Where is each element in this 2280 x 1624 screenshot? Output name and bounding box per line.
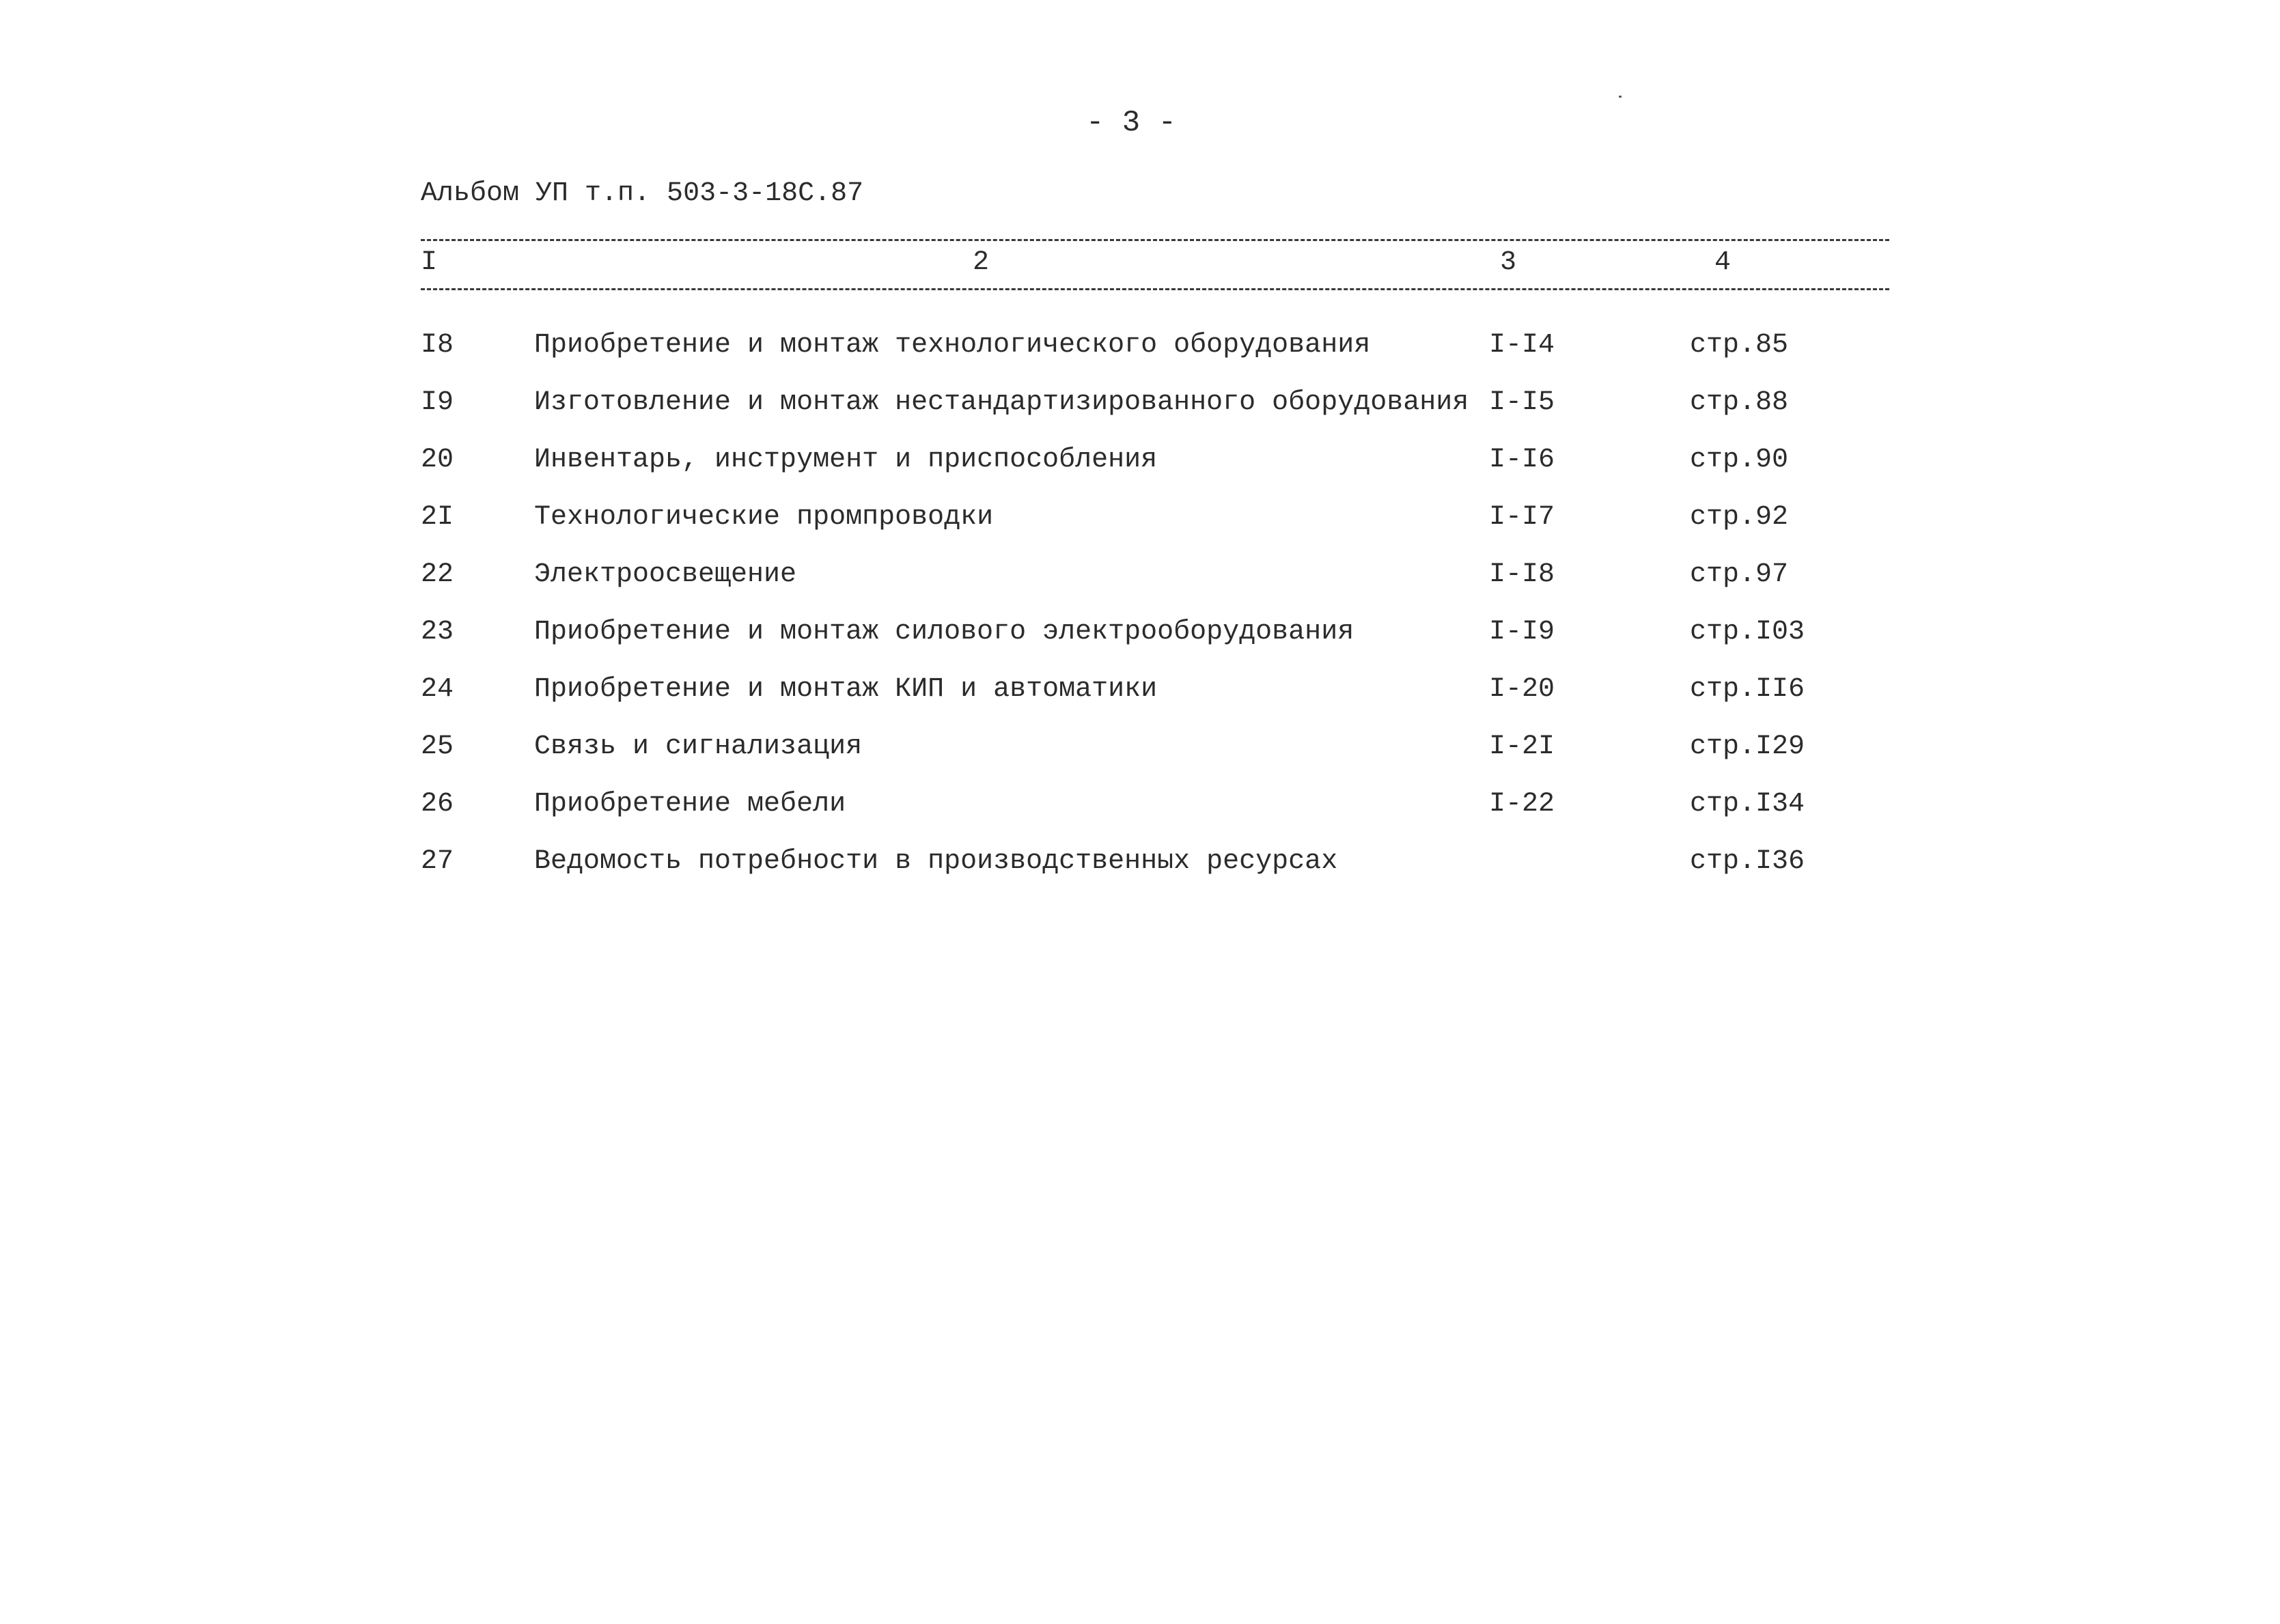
column-header-2: 2 [973, 247, 990, 278]
table-row [0, 848, 2280, 889]
row-title: Ведомость потребности в производственных ресурсах [534, 846, 1338, 877]
row-page: стр.92 [1690, 502, 1789, 533]
table-row [0, 332, 2280, 373]
row-code: I-I7 [1489, 502, 1555, 533]
row-code: I-I6 [1489, 445, 1555, 475]
table-row [0, 504, 2280, 545]
row-page: стр.I03 [1690, 617, 1805, 647]
table-row [0, 791, 2280, 832]
table-row [0, 676, 2280, 717]
column-header-1: I [421, 247, 438, 278]
row-number: 26 [421, 789, 454, 820]
row-title: Приобретение и монтаж технологического оборудования [534, 330, 1371, 361]
row-number: 22 [421, 559, 454, 590]
row-code: I-20 [1489, 674, 1555, 705]
row-code: I-I9 [1489, 617, 1555, 647]
row-number: 27 [421, 846, 454, 877]
row-number: 20 [421, 445, 454, 475]
table-row [0, 389, 2280, 430]
table-row [0, 733, 2280, 774]
table-row [0, 561, 2280, 602]
row-page: стр.I34 [1690, 789, 1805, 820]
page-number: - 3 - [1086, 106, 1177, 140]
row-code: I-2I [1489, 731, 1555, 762]
row-page: стр.II6 [1690, 674, 1805, 705]
row-page: стр.85 [1690, 330, 1789, 361]
row-title: Изготовление и монтаж нестандартизированного оборудования [534, 387, 1469, 418]
table-row [0, 619, 2280, 660]
row-code: I-I5 [1489, 387, 1555, 418]
row-title: Технологические промпроводки [534, 502, 994, 533]
row-number: I9 [421, 387, 454, 418]
column-header-4: 4 [1714, 247, 1732, 278]
table-row [0, 447, 2280, 488]
row-page: стр.88 [1690, 387, 1789, 418]
row-title: Приобретение мебели [534, 789, 846, 820]
row-title: Приобретение и монтаж силового электрооборудования [534, 617, 1354, 647]
album-header: Альбом УП т.п. 503-3-18С.87 [421, 178, 864, 209]
row-code: I-22 [1489, 789, 1555, 820]
row-page: стр.90 [1690, 445, 1789, 475]
row-page: стр.I29 [1690, 731, 1805, 762]
row-number: 25 [421, 731, 454, 762]
row-title: Приобретение и монтаж КИП и автоматики [534, 674, 1158, 705]
row-number: 24 [421, 674, 454, 705]
row-title: Электроосвещение [534, 559, 797, 590]
column-header-3: 3 [1500, 247, 1517, 278]
row-number: 2I [421, 502, 454, 533]
row-number: 23 [421, 617, 454, 647]
row-number: I8 [421, 330, 454, 361]
row-page: стр.I36 [1690, 846, 1805, 877]
row-page: стр.97 [1690, 559, 1789, 590]
row-title: Инвентарь, инструмент и приспособления [534, 445, 1158, 475]
row-code: I-I8 [1489, 559, 1555, 590]
row-code: I-I4 [1489, 330, 1555, 361]
row-title: Связь и сигнализация [534, 731, 863, 762]
